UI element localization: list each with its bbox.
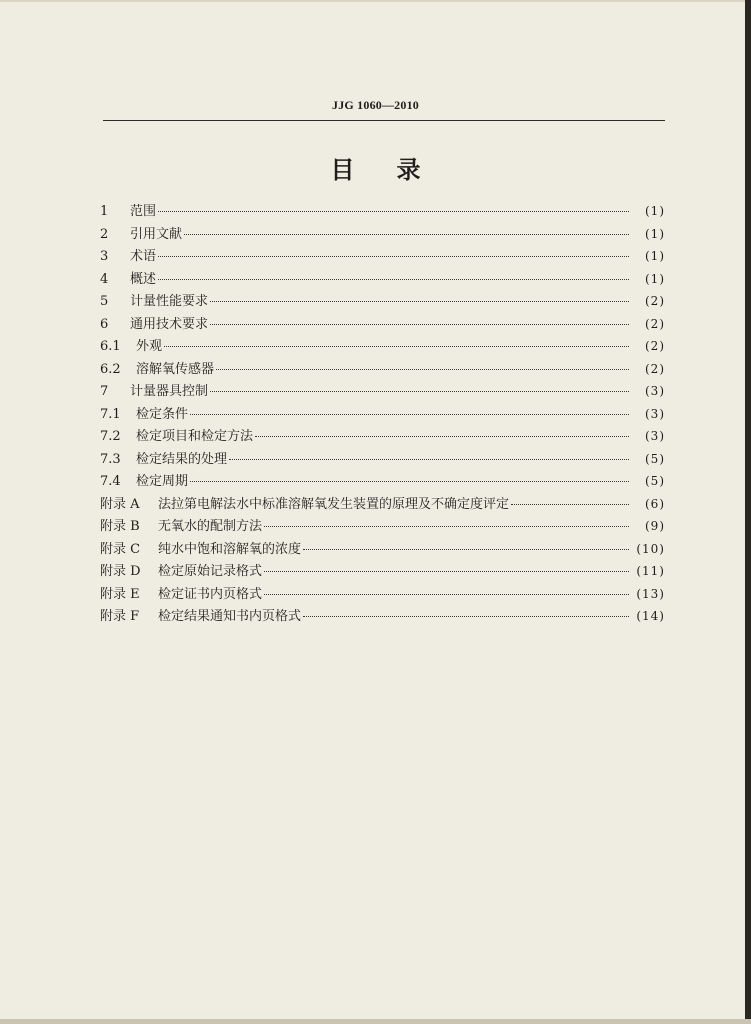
toc-entry-number: 3 — [100, 249, 109, 264]
toc-entry[interactable] — [100, 268, 665, 291]
toc-entry[interactable] — [100, 493, 665, 516]
toc-entry-number: 6 — [100, 316, 109, 332]
page-title: 目录 — [330, 156, 463, 184]
toc-entry-label: 术语 — [130, 249, 157, 264]
toc-entry[interactable] — [100, 245, 665, 268]
toc-entry[interactable] — [100, 538, 665, 561]
toc-entry-page: (3) — [645, 384, 665, 398]
toc-entry-number: 附录 F — [100, 609, 140, 624]
toc-entry-number: 2 — [100, 226, 109, 242]
toc-entry[interactable] — [100, 313, 665, 336]
toc-entry[interactable] — [100, 223, 665, 246]
toc-entry-number: 附录 E — [100, 586, 140, 602]
toc-entry-page: (3) — [645, 429, 665, 443]
toc-entry-page: (1) — [645, 204, 665, 218]
toc-leader-dots — [190, 414, 629, 415]
toc-entry-number: 7.1 — [100, 406, 121, 422]
toc-entry[interactable] — [100, 448, 665, 471]
header-rule — [103, 120, 665, 121]
toc-entry-label: 检定项目和检定方法 — [136, 429, 254, 444]
toc-entry-page: (2) — [645, 316, 665, 331]
toc-entry[interactable] — [100, 605, 665, 628]
toc-entry[interactable] — [100, 470, 665, 493]
toc-entry-label: 外观 — [136, 339, 163, 354]
toc-entry[interactable] — [100, 335, 665, 358]
toc-entry-number: 7.2 — [100, 429, 121, 444]
toc-entry-number: 7.3 — [100, 451, 121, 467]
toc-leader-dots — [190, 481, 629, 482]
toc-entry-page: (11) — [636, 564, 665, 578]
toc-entry-number: 7.4 — [100, 474, 121, 489]
toc-entry-page: (1) — [645, 271, 665, 286]
toc-entry-page: (5) — [645, 474, 665, 488]
toc-leader-dots — [255, 436, 629, 437]
toc-leader-dots — [303, 549, 629, 550]
toc-entry-page: (5) — [645, 451, 665, 466]
toc-entry-label: 计量器具控制 — [130, 384, 209, 399]
toc-leader-dots — [158, 211, 629, 212]
toc-entry-label: 检定原始记录格式 — [158, 564, 263, 579]
toc-entry-label: 检定结果通知书内页格式 — [158, 609, 302, 624]
toc-entry-label: 检定证书内页格式 — [158, 586, 263, 602]
toc-entry[interactable] — [100, 358, 665, 381]
toc-entry[interactable] — [100, 560, 665, 583]
toc-leader-dots — [511, 504, 629, 505]
toc-leader-dots — [229, 459, 629, 460]
toc-entry-page: (1) — [645, 249, 665, 263]
toc-entry-label: 计量性能要求 — [130, 294, 209, 309]
toc-entry-page: (1) — [645, 226, 665, 241]
toc-leader-dots — [210, 301, 629, 302]
toc-leader-dots — [216, 369, 629, 370]
toc-entry-number: 6.2 — [100, 361, 121, 377]
toc-entry-label: 范围 — [130, 204, 157, 219]
scan-edge-top — [0, 0, 751, 2]
scan-edge-bottom — [0, 1019, 751, 1024]
toc-entry-page: (10) — [636, 541, 665, 556]
toc-entry-number: 附录 C — [100, 541, 141, 557]
toc-entry[interactable] — [100, 583, 665, 606]
toc-leader-dots — [303, 616, 629, 617]
toc-entry-page: (13) — [636, 586, 665, 601]
toc-leader-dots — [210, 324, 629, 325]
toc-entry-label: 法拉第电解法水中标准溶解氧发生装置的原理及不确定度评定 — [158, 496, 510, 512]
toc-entry-label: 检定周期 — [136, 474, 189, 489]
toc-entry-number: 5 — [100, 294, 109, 309]
toc-entry-label: 无氧水的配制方法 — [158, 519, 263, 534]
toc-entry[interactable] — [100, 380, 665, 403]
toc-leader-dots — [158, 279, 629, 280]
toc-entry-page: (2) — [645, 294, 665, 308]
toc-entry-label: 通用技术要求 — [130, 316, 209, 332]
toc-leader-dots — [264, 526, 629, 527]
toc-leader-dots — [158, 256, 629, 257]
toc-entry[interactable] — [100, 515, 665, 538]
toc-leader-dots — [184, 234, 629, 235]
toc-leader-dots — [210, 391, 629, 392]
toc-entry-number: 附录 D — [100, 564, 141, 579]
table-of-contents — [100, 200, 665, 628]
toc-entry-page: (2) — [645, 361, 665, 376]
toc-entry-number: 1 — [100, 204, 109, 219]
toc-entry-number: 7 — [100, 384, 109, 399]
toc-leader-dots — [264, 594, 629, 595]
toc-entry-number: 附录 A — [100, 496, 140, 512]
toc-entry-page: (6) — [645, 496, 665, 511]
document-code-header: JJG 1060—2010 — [332, 98, 419, 112]
toc-entry-label: 检定结果的处理 — [136, 451, 228, 467]
toc-entry[interactable] — [100, 425, 665, 448]
toc-entry-label: 纯水中饱和溶解氧的浓度 — [158, 541, 302, 557]
toc-entry-page: (3) — [645, 406, 665, 421]
toc-entry-number: 附录 B — [100, 519, 140, 534]
toc-entry[interactable] — [100, 290, 665, 313]
toc-leader-dots — [164, 346, 629, 347]
toc-entry-number: 6.1 — [100, 339, 121, 354]
toc-entry-number: 4 — [100, 271, 109, 287]
toc-entry-page: (9) — [645, 519, 665, 533]
toc-entry[interactable] — [100, 403, 665, 426]
toc-entry-label: 检定条件 — [136, 406, 189, 422]
toc-entry-label: 溶解氧传感器 — [136, 361, 215, 377]
toc-entry[interactable] — [100, 200, 665, 223]
toc-entry-page: (2) — [645, 339, 665, 353]
toc-leader-dots — [264, 571, 629, 572]
toc-entry-label: 引用文献 — [130, 226, 183, 242]
toc-entry-page: (14) — [636, 609, 665, 623]
toc-entry-label: 概述 — [130, 271, 157, 287]
